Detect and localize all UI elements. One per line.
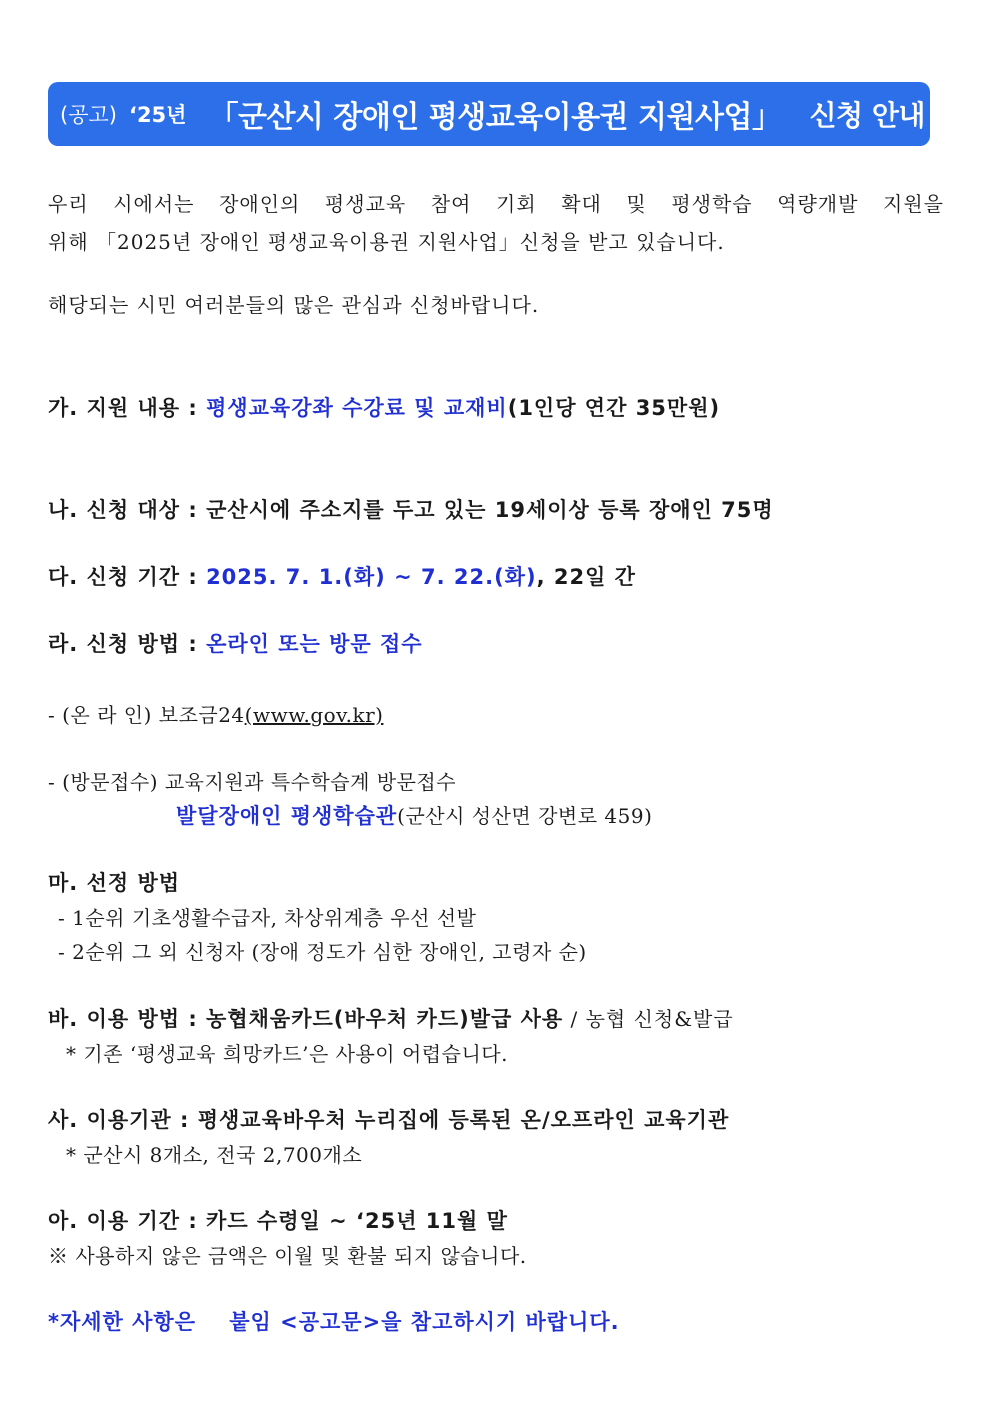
section-ga-label: 가. 지원 내용 :	[48, 396, 207, 420]
online-prefix: - (온 라 인) 보조금24	[48, 703, 245, 727]
title-banner	[48, 82, 930, 146]
banner-prefix: (공고)	[60, 103, 117, 127]
usage-note: * 기존 ‘평생교육 희망카드’은 사용이 어렵습니다.	[66, 1042, 508, 1066]
intro-line-2: 위해 「2025년 장애인 평생교육이용권 지원사업」신청을 받고 있습니다.	[48, 230, 725, 254]
section-da-value-rest: , 22일 간	[536, 565, 636, 589]
section-da-label: 다. 신청 기간 :	[48, 565, 207, 589]
section-ra-value-blue: 온라인 또는 방문 접수	[206, 632, 423, 656]
section-eligibility	[48, 494, 774, 524]
visit-place-line	[176, 800, 652, 830]
section-institutions: 사. 이용기관 : 평생교육바우처 누리집에 등록된 온/오프라인 교육기관	[48, 1108, 730, 1132]
section-da-value-blue: 2025. 7. 1.(화) ~ 7. 22.(화)	[206, 565, 537, 589]
section-ga-value-blue: 평생교육강좌 수강료 및 교재비	[206, 396, 508, 420]
section-method	[48, 628, 423, 658]
footer-note: *자세한 사항은 붙임 <공고문>을 참고하시기 바랍니다.	[48, 1310, 620, 1334]
selection-item-1: - 1순위 기초생활수급자, 차상위계층 우선 선발	[58, 906, 477, 930]
visit-application-line: - (방문접수) 교육지원과 특수학습계 방문접수	[48, 770, 457, 794]
intro-line-1: 우리 시에서는 장애인의 평생교육 참여 기회 확대 및 평생학습 역량개발 지원을	[48, 192, 944, 216]
section-na-value: 군산시에 주소지를 두고 있는 19세이상 등록 장애인 75명	[206, 498, 774, 522]
usage-period-note: ※ 사용하지 않은 금액은 이월 및 환불 되지 않습니다.	[48, 1244, 527, 1268]
intro-line-3: 해당되는 시민 여러분들의 많은 관심과 신청바랍니다.	[48, 293, 540, 317]
section-period	[48, 561, 636, 591]
section-selection: 마. 선정 방법	[48, 871, 181, 895]
section-ba-label: 바. 이용 방법 : 농협채움카드(바우처 카드)발급 사용	[48, 1007, 564, 1031]
section-ba-label-rest: / 농협 신청&발급	[563, 1007, 734, 1031]
visit-place-name: 발달장애인 평생학습관	[176, 804, 398, 828]
section-usage	[48, 1003, 734, 1033]
section-na-label: 나. 신청 대상 :	[48, 498, 207, 522]
section-ga-value-rest: (1인당 연간 35만원)	[507, 396, 721, 420]
section-support-content	[48, 392, 720, 422]
selection-item-2: - 2순위 그 외 신청자 (장애 정도가 심한 장애인, 고령자 순)	[58, 940, 587, 964]
section-usage-period: 아. 이용 기간 : 카드 수령일 ~ ‘25년 11월 말	[48, 1209, 508, 1233]
institutions-note: * 군산시 8개소, 전국 2,700개소	[66, 1143, 363, 1167]
visit-place-address: (군산시 성산면 강변로 459)	[397, 804, 653, 828]
banner-year: ‘25년	[128, 103, 187, 127]
gov-link[interactable]: (www.gov.kr)	[244, 703, 384, 727]
online-application-line	[48, 699, 383, 728]
banner-title: 「군산시 장애인 평생교육이용권 지원사업」	[208, 100, 782, 135]
section-ra-label: 라. 신청 방법 :	[48, 632, 207, 656]
banner-suffix: 신청 안내	[809, 99, 925, 132]
